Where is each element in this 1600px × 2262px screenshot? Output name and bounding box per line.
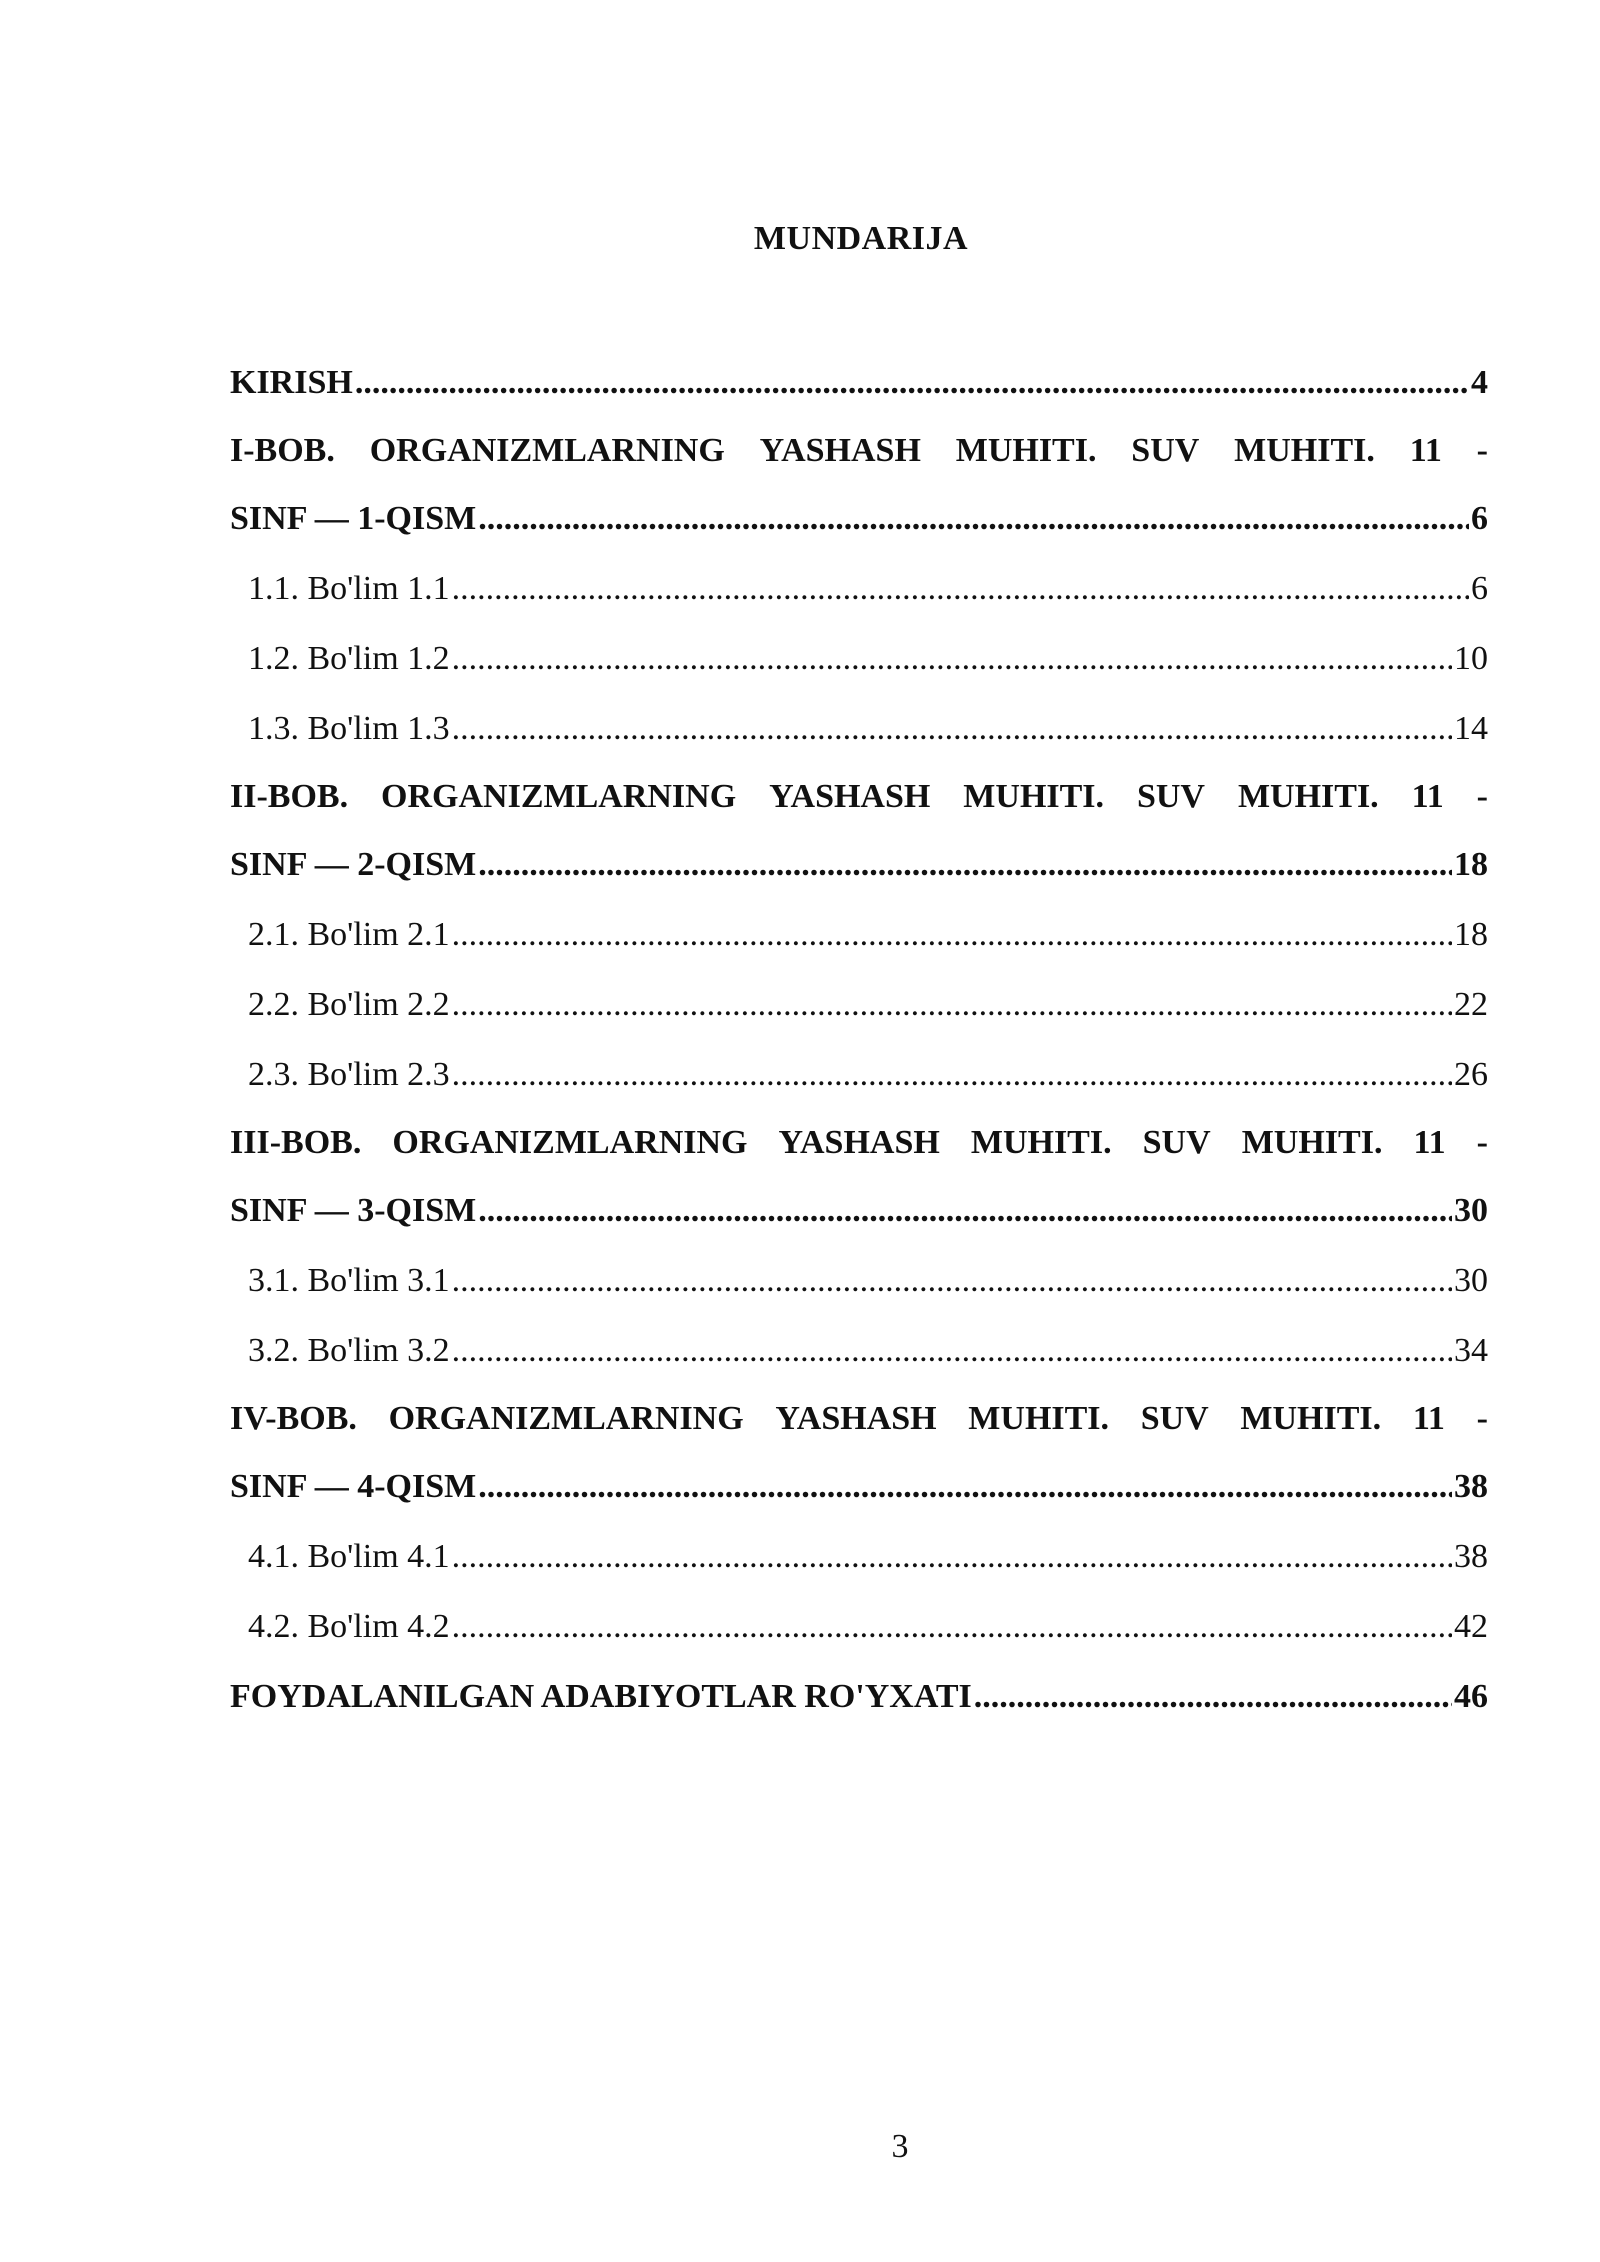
- heading-word: ORGANIZMLARNING: [381, 778, 737, 815]
- heading-word: -: [1476, 1124, 1488, 1161]
- toc-entry-page: 18: [1454, 846, 1488, 883]
- toc-chapter-heading-line: [230, 764, 1488, 830]
- heading-word: SUV: [1142, 1124, 1211, 1161]
- toc-entry-text: 1.1. Bo'lim 1.1: [248, 570, 450, 607]
- toc-chapter-heading-line: [230, 418, 1488, 484]
- heading-word: I-BOB.: [230, 432, 335, 469]
- toc-leader-dots: [974, 1662, 1452, 1732]
- toc-chapter-continuation: [230, 830, 1488, 900]
- toc-chapter-heading-line: [230, 1386, 1488, 1452]
- heading-word: -: [1476, 1400, 1488, 1437]
- heading-word: MUHITI.: [1240, 1400, 1382, 1437]
- toc-chapter-continuation: [230, 1452, 1488, 1522]
- toc-entry-text: 4.1. Bo'lim 4.1: [248, 1538, 450, 1575]
- toc-entry-section[interactable]: [230, 1522, 1488, 1592]
- heading-word: MUHITI.: [1241, 1124, 1383, 1161]
- heading-word: 11: [1411, 778, 1444, 815]
- heading-word: MUHITI.: [963, 778, 1105, 815]
- toc-entry-page: 10: [1454, 640, 1488, 677]
- toc-leader-dots: [452, 1592, 1452, 1662]
- toc-entry-text: 2.1. Bo'lim 2.1: [248, 916, 450, 953]
- toc-entry-chapter-2[interactable]: [230, 764, 1488, 900]
- toc-entry-page: 6: [1471, 570, 1488, 607]
- toc-entry-text: 3.1. Bo'lim 3.1: [248, 1262, 450, 1299]
- table-of-contents: [230, 348, 1488, 1732]
- toc-leader-dots: [452, 1522, 1452, 1592]
- toc-entry-page: 34: [1454, 1332, 1488, 1369]
- toc-entry-text: KIRISH: [230, 364, 353, 401]
- toc-entry-page: 22: [1454, 986, 1488, 1023]
- toc-leader-dots: [452, 624, 1452, 694]
- heading-word: MUHITI.: [1237, 778, 1379, 815]
- heading-word: MUHITI.: [968, 1400, 1110, 1437]
- toc-entry-text: 4.2. Bo'lim 4.2: [248, 1608, 450, 1645]
- toc-entry-section[interactable]: [230, 1040, 1488, 1110]
- toc-leader-dots: [355, 348, 1469, 418]
- heading-word: -: [1476, 432, 1488, 469]
- toc-chapter-continuation: [230, 1176, 1488, 1246]
- toc-chapter-continuation: [230, 484, 1488, 554]
- toc-leader-dots: [452, 900, 1452, 970]
- toc-leader-dots: [452, 694, 1452, 764]
- toc-entry-text: 2.2. Bo'lim 2.2: [248, 986, 450, 1023]
- page-number: 3: [891, 2128, 909, 2165]
- toc-entry-text: 1.2. Bo'lim 1.2: [248, 640, 450, 677]
- toc-entry-chapter-3[interactable]: [230, 1110, 1488, 1246]
- toc-entry-text: SINF — 2-QISM: [230, 846, 477, 883]
- heading-word: YASHASH: [759, 432, 921, 469]
- toc-leader-dots: [452, 554, 1469, 624]
- heading-word: SUV: [1131, 432, 1200, 469]
- heading-word: III-BOB.: [230, 1124, 362, 1161]
- heading-word: SUV: [1136, 778, 1205, 815]
- toc-entry-references[interactable]: [230, 1662, 1488, 1732]
- toc-entry-kirish[interactable]: [230, 348, 1488, 418]
- toc-leader-dots: [452, 970, 1452, 1040]
- toc-entry-text: 2.3. Bo'lim 2.3: [248, 1056, 450, 1093]
- toc-leader-dots: [478, 484, 1469, 554]
- heading-word: 11: [1412, 1400, 1445, 1437]
- toc-leader-dots: [452, 1316, 1452, 1386]
- toc-entry-page: 4: [1471, 364, 1488, 401]
- heading-word: ORGANIZMLARNING: [369, 432, 725, 469]
- toc-entry-page: 38: [1454, 1468, 1488, 1505]
- toc-leader-dots: [452, 1246, 1452, 1316]
- toc-chapter-heading-line: [230, 1110, 1488, 1176]
- toc-entry-text: SINF — 4-QISM: [230, 1468, 477, 1505]
- heading-word: SUV: [1140, 1400, 1209, 1437]
- toc-entry-page: 14: [1454, 710, 1488, 747]
- heading-word: IV-BOB.: [230, 1400, 357, 1437]
- toc-entry-page: 42: [1454, 1608, 1488, 1645]
- toc-entry-section[interactable]: [230, 694, 1488, 764]
- heading-word: ORGANIZMLARNING: [388, 1400, 744, 1437]
- toc-entry-section[interactable]: [230, 1316, 1488, 1386]
- toc-entry-text: 1.3. Bo'lim 1.3: [248, 710, 450, 747]
- heading-word: YASHASH: [778, 1124, 940, 1161]
- toc-entry-section[interactable]: [230, 624, 1488, 694]
- heading-word: II-BOB.: [230, 778, 349, 815]
- heading-word: 11: [1409, 432, 1442, 469]
- heading-word: -: [1476, 778, 1488, 815]
- toc-entry-page: 6: [1471, 500, 1488, 537]
- toc-entry-text: FOYDALANILGAN ADABIYOTLAR RO'YXATI: [230, 1678, 972, 1715]
- toc-entry-text: SINF — 3-QISM: [230, 1192, 477, 1229]
- toc-entry-page: 30: [1454, 1262, 1488, 1299]
- heading-word: MUHITI.: [1234, 432, 1375, 469]
- toc-entry-text: SINF — 1-QISM: [230, 500, 477, 537]
- toc-leader-dots: [452, 1040, 1452, 1110]
- toc-entry-page: 46: [1454, 1678, 1488, 1715]
- toc-entry-text: 3.2. Bo'lim 3.2: [248, 1332, 450, 1369]
- toc-leader-dots: [478, 830, 1452, 900]
- toc-entry-page: 18: [1454, 916, 1488, 953]
- toc-entry-section[interactable]: [230, 900, 1488, 970]
- toc-entry-section[interactable]: [230, 1592, 1488, 1662]
- heading-word: 11: [1413, 1124, 1446, 1161]
- toc-entry-chapter-4[interactable]: [230, 1386, 1488, 1522]
- toc-entry-section[interactable]: [230, 970, 1488, 1040]
- heading-word: ORGANIZMLARNING: [392, 1124, 748, 1161]
- toc-entry-section[interactable]: [230, 1246, 1488, 1316]
- heading-word: MUHITI.: [970, 1124, 1112, 1161]
- heading-word: YASHASH: [769, 778, 931, 815]
- heading-word: MUHITI.: [955, 432, 1097, 469]
- heading-word: YASHASH: [775, 1400, 937, 1437]
- toc-leader-dots: [478, 1176, 1452, 1246]
- toc-entry-section[interactable]: [230, 554, 1488, 624]
- toc-entry-page: 38: [1454, 1538, 1488, 1575]
- toc-entry-page: 26: [1454, 1056, 1488, 1093]
- toc-title: MUNDARIJA: [753, 220, 969, 257]
- toc-leader-dots: [478, 1452, 1452, 1522]
- toc-entry-page: 30: [1454, 1192, 1488, 1229]
- toc-entry-chapter-1[interactable]: [230, 418, 1488, 554]
